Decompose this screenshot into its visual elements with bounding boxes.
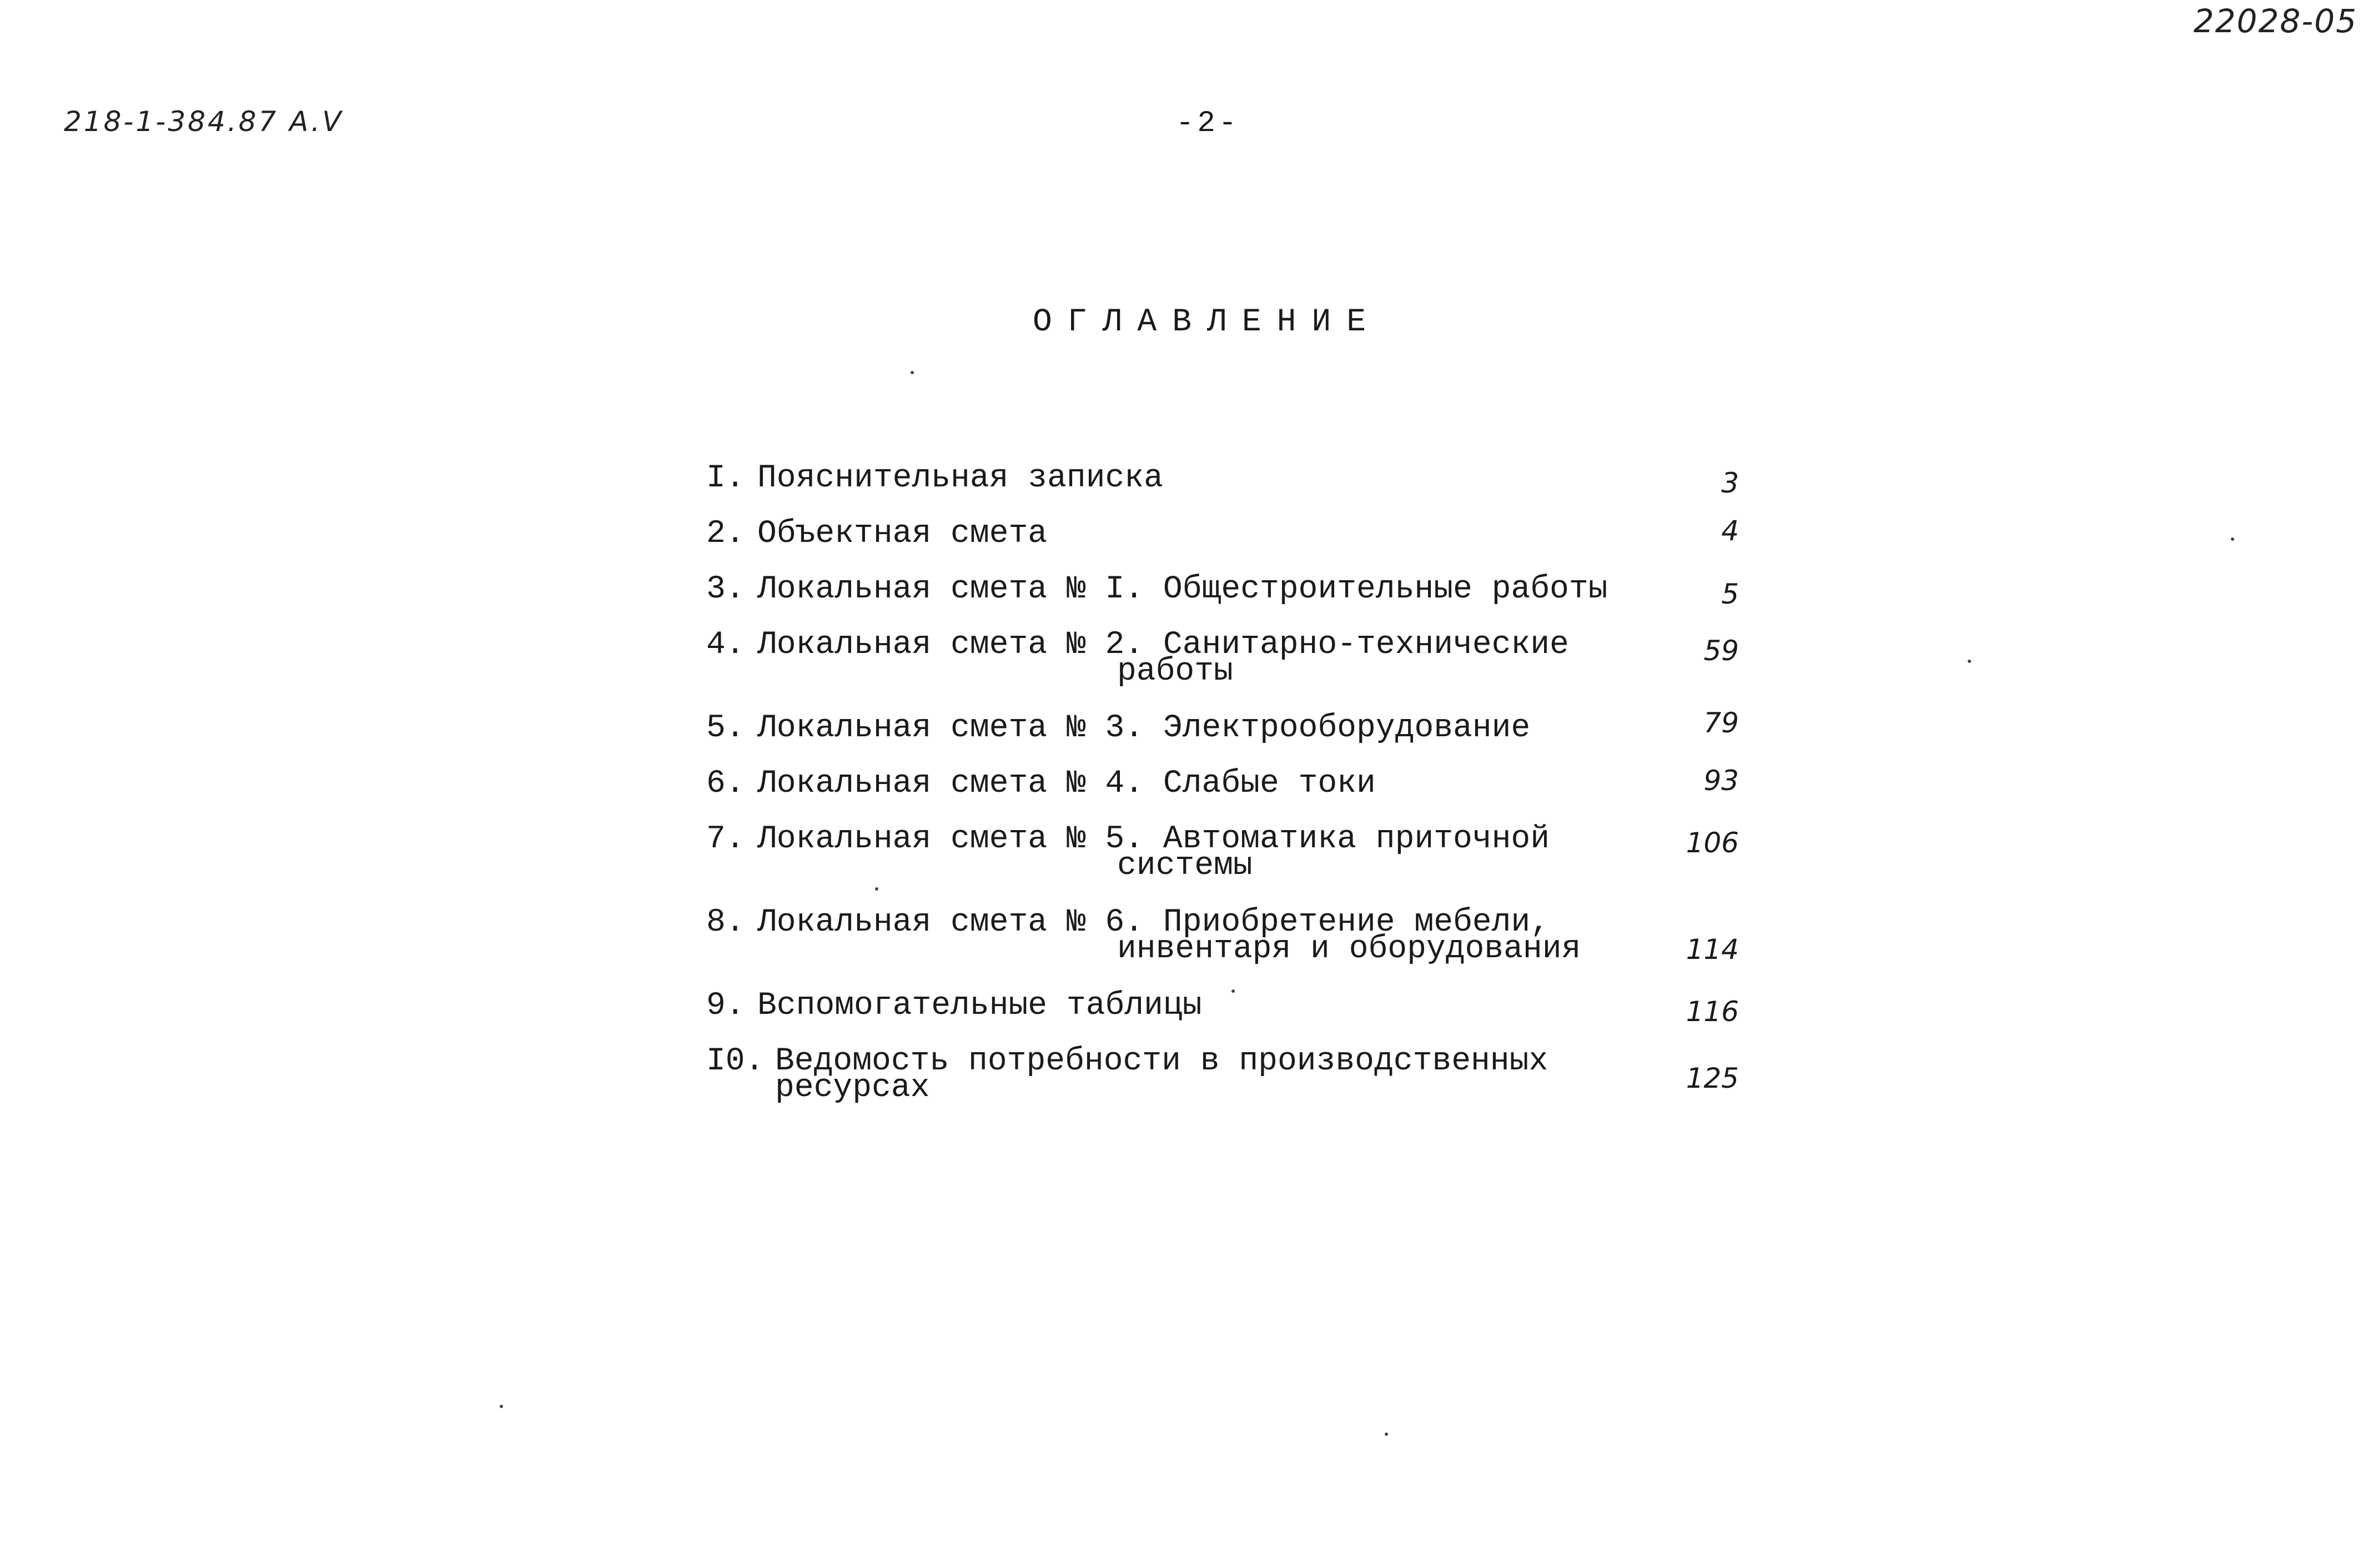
scan-speck xyxy=(1385,1433,1388,1436)
toc-entry-page: 3 xyxy=(1721,467,1739,499)
toc-entry-number: 5. xyxy=(706,710,745,746)
toc-entry-title: Локальная смета № 4. Слабые токи xyxy=(757,766,1376,802)
scan-speck xyxy=(2231,537,2234,541)
toc-entry-page: 5 xyxy=(1721,578,1739,610)
toc-entry-title-continued: инвентаря и оборудования xyxy=(1117,931,1581,967)
scan-speck xyxy=(911,371,914,374)
toc-entry-title: Локальная смета № I. Общестроительные работы xyxy=(757,571,1608,607)
toc-entry-number: I. xyxy=(706,460,745,496)
toc-entry-page: 4 xyxy=(1721,515,1739,547)
toc-entry-title-continued: ресурсах xyxy=(775,1070,930,1106)
toc-entry-page: 79 xyxy=(1703,707,1739,739)
scan-speck xyxy=(500,1405,503,1408)
scan-speck xyxy=(1968,660,1971,663)
toc-entry-page: 114 xyxy=(1686,933,1739,966)
scan-speck xyxy=(875,887,878,891)
document-code: 218-1-384.87 A.V xyxy=(64,105,344,138)
toc-entry-number: 9. xyxy=(706,988,745,1024)
toc-title: ОГЛАВЛЕНИЕ xyxy=(1033,304,1382,340)
toc-entry-number: 4. xyxy=(706,627,745,663)
toc-entry-page: 93 xyxy=(1703,765,1739,797)
toc-entry-number: 8. xyxy=(706,904,745,941)
toc-entry-title: Вспомогательные таблицы xyxy=(757,988,1202,1024)
toc-entry-page: 116 xyxy=(1686,996,1739,1028)
toc-entry-title: Локальная смета № 2. Санитарно-технические xyxy=(757,627,1569,663)
toc-entry-number: 3. xyxy=(706,571,745,607)
toc-entry-title: Пояснительная записка xyxy=(757,460,1163,496)
toc-entry-number: I0. xyxy=(706,1043,765,1079)
page-number: -2- xyxy=(1176,107,1240,140)
toc-entry-title: Объектная смета xyxy=(757,516,1048,552)
scan-speck xyxy=(1231,989,1235,993)
toc-entry-title: Локальная смета № 6. Приобретение мебели, xyxy=(757,904,1550,941)
toc-entry-page: 125 xyxy=(1686,1062,1739,1094)
toc-entry-number: 6. xyxy=(706,766,745,802)
toc-entry-number: 2. xyxy=(706,516,745,552)
toc-entry-title-continued: системы xyxy=(1117,848,1253,884)
archive-number: 22028-05 xyxy=(2193,2,2357,40)
toc-entry-title-continued: работы xyxy=(1117,654,1233,690)
toc-entry-title: Ведомость потребности в производственных xyxy=(775,1043,1548,1079)
toc-entry-number: 7. xyxy=(706,821,745,857)
toc-entry-title: Локальная смета № 5. Автоматика приточной xyxy=(757,821,1550,857)
toc-entry-title: Локальная смета № 3. Электрооборудование xyxy=(757,710,1531,746)
toc-entry-page: 59 xyxy=(1703,635,1739,667)
toc-entry-page: 106 xyxy=(1686,827,1739,859)
